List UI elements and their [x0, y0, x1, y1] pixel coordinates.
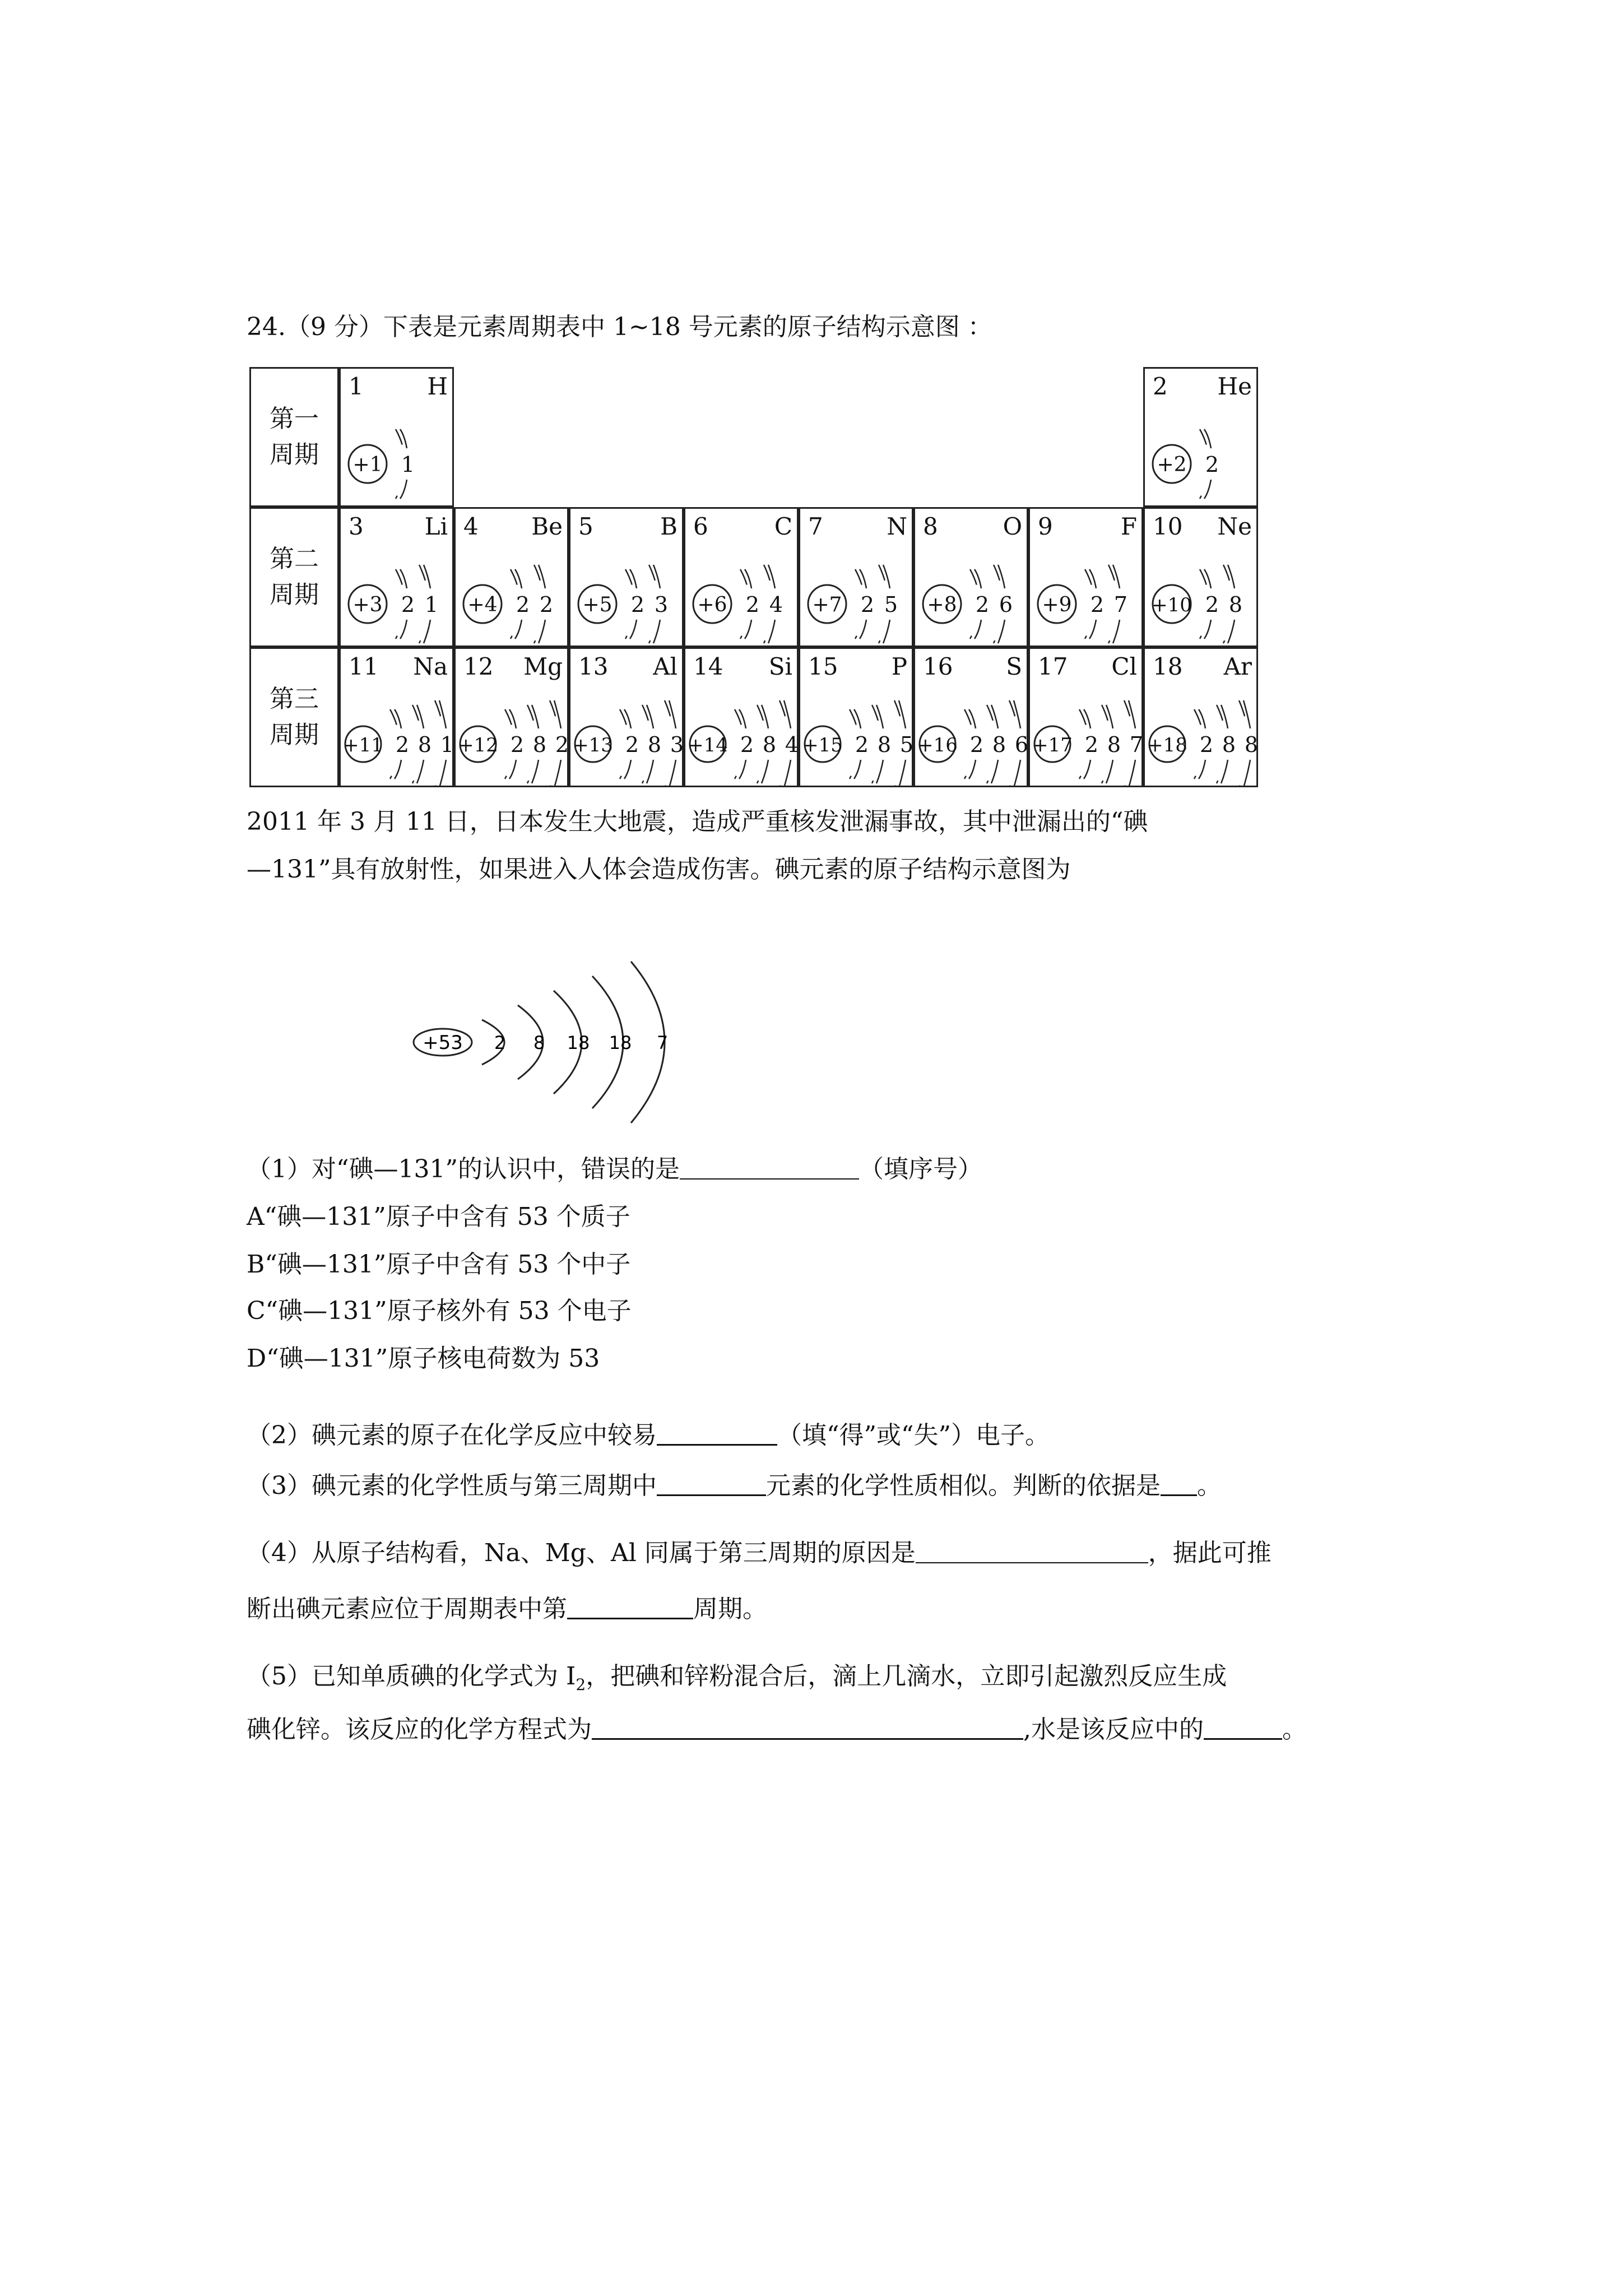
period-label-top: 第二: [270, 545, 319, 573]
nuclear-charge: +5: [582, 593, 613, 616]
q3-before: （3）碘元素的化学性质与第三周期中: [247, 1471, 657, 1500]
nuclear-charge: +4: [467, 593, 498, 616]
shell-electron-count: 4: [769, 592, 783, 617]
electron-shell-arc: [1014, 760, 1020, 787]
electron-shell-arc: [630, 620, 637, 639]
electron-shell-arc: [998, 620, 1005, 643]
electron-shell-arc: [1113, 620, 1120, 643]
q5-line2-after: 。: [1282, 1715, 1307, 1744]
electron-shell-arc: [424, 620, 430, 643]
shell-electron-count: 8: [647, 732, 662, 757]
atomic-number: 18: [1153, 653, 1183, 680]
shell-electron-count: 6: [1014, 732, 1029, 757]
electron-shell-arc: [395, 760, 401, 779]
atomic-number: 17: [1038, 653, 1068, 680]
electron-shell-arc: [1084, 760, 1091, 779]
atom-structure-diagram: [1145, 369, 1258, 507]
electron-shell-arc: [876, 760, 883, 783]
shell-electron-count: 2: [395, 732, 410, 757]
q1-stem: [247, 1151, 982, 1187]
atom-structure-diagram: [1145, 509, 1258, 647]
shell-electron-count: 7: [1113, 592, 1128, 617]
electron-shell-arc: [784, 760, 791, 787]
nuclear-charge: +18: [1147, 734, 1187, 756]
electron-shell-arc: [400, 480, 407, 499]
atomic-number: 14: [693, 653, 723, 680]
iodine-shell-electron-count: 18: [609, 1032, 632, 1053]
atom-structure-diagram: [685, 509, 799, 647]
atom-structure-diagram: [1145, 649, 1258, 787]
electron-shell-arc: [768, 620, 775, 643]
shell-electron-count: 2: [401, 592, 415, 617]
element-symbol: Na: [413, 653, 448, 680]
shell-electron-count: 1: [440, 732, 454, 757]
period-label-bottom: 周期: [270, 581, 319, 609]
electron-shell-arc: [1106, 760, 1113, 783]
period-1-label: [249, 367, 339, 507]
element-symbol: Ar: [1223, 653, 1252, 680]
element-symbol: Si: [768, 653, 792, 680]
intro-line-2: —131”具有放射性，如果进入人体会造成伤害。碘元素的原子结构示意图为: [247, 855, 1071, 884]
shell-electron-count: 8: [877, 732, 892, 757]
atom-structure-diagram: [1030, 649, 1143, 787]
element-cell: [569, 647, 684, 787]
iodine-shell-electron-count: 2: [494, 1032, 506, 1053]
electron-shell-arc: [1084, 709, 1091, 728]
q4-line2-before: 断出碘元素应位于周期表中第: [247, 1595, 567, 1623]
q1-stem-after: （填序号）: [859, 1155, 982, 1183]
shell-electron-count: 2: [975, 592, 990, 617]
shell-electron-count: 3: [654, 592, 669, 617]
atomic-number: 8: [923, 513, 938, 540]
shell-electron-count: 2: [1199, 732, 1214, 757]
q1-option-d: D“碘—131”原子核电荷数为 53: [247, 1344, 600, 1373]
atomic-number: 6: [693, 513, 708, 540]
shell-electron-count: 4: [785, 732, 799, 757]
nuclear-charge: +6: [697, 593, 727, 616]
period-label-top: 第三: [270, 685, 319, 713]
electron-shell-arc: [439, 760, 446, 787]
element-symbol: Cl: [1111, 653, 1137, 680]
q5-subscript: 2: [576, 1675, 586, 1694]
element-symbol: O: [1003, 513, 1022, 540]
shell-electron-count: 1: [424, 592, 439, 617]
atomic-number: 15: [808, 653, 838, 680]
atom-structure-diagram: [685, 649, 799, 787]
electron-shell-arc: [624, 760, 631, 779]
element-cell: [339, 367, 454, 507]
element-cell: [1143, 647, 1258, 787]
element-cell: [1143, 367, 1258, 507]
electron-shell-arc: [883, 620, 890, 643]
atomic-number: 5: [578, 513, 593, 540]
shell-electron-count: 8: [1244, 732, 1259, 757]
electron-shell-arc: [969, 760, 976, 779]
q4-line-2: [247, 1591, 767, 1627]
electron-shell-arc: [1204, 429, 1211, 448]
atomic-number: 10: [1153, 513, 1183, 540]
electron-shell-arc: [630, 569, 637, 588]
question-title: 24.（9 分）下表是元素周期表中 1~18 号元素的原子结构示意图 ：: [247, 313, 992, 341]
electron-shell-arc: [739, 760, 746, 779]
q5-line2-before: 碘化锌。该反应的化学方程式为: [247, 1715, 592, 1744]
q1-option-c: C“碘—131”原子核外有 53 个电子: [247, 1297, 632, 1325]
period-3-label: [249, 647, 339, 787]
q5-equation-blank[interactable]: [592, 1713, 1023, 1740]
period-2-label: [249, 507, 339, 647]
electron-shell-arc: [1228, 620, 1235, 643]
atomic-number: 11: [349, 653, 379, 680]
iodine-shell-electron-count: 8: [533, 1032, 545, 1053]
electron-shell-arc: [1199, 760, 1205, 779]
shell-electron-count: 8: [1222, 732, 1236, 757]
electron-shell-arc: [554, 760, 561, 787]
atom-structure-diagram: [1030, 509, 1143, 647]
iodine-atom-diagram: [403, 955, 740, 1135]
element-cell: [799, 647, 913, 787]
electron-shell-arc: [762, 760, 768, 783]
shell-electron-count: 8: [532, 732, 547, 757]
atomic-number: 9: [1038, 513, 1053, 540]
q1-answer-blank[interactable]: [680, 1154, 859, 1179]
element-cell: [339, 507, 454, 647]
iodine-shell-electron-count: 7: [656, 1032, 669, 1053]
shell-electron-count: 7: [1129, 732, 1144, 757]
period-label-bottom: 周期: [270, 721, 319, 749]
electron-shell-arc: [1089, 620, 1096, 639]
element-cell: [799, 507, 913, 647]
q3-element-blank[interactable]: [657, 1470, 766, 1496]
q2-before: （2）碘元素的原子在化学反应中较易: [247, 1421, 657, 1450]
q5-line1-after: ，把碘和锌粉混合后，滴上几滴水，立即引起激烈反应生成: [586, 1662, 1227, 1691]
atomic-number: 2: [1153, 373, 1168, 400]
electron-shell-arc: [1204, 480, 1211, 499]
atom-structure-diagram: [915, 509, 1028, 647]
nuclear-charge: +1: [352, 453, 383, 476]
q4-period-blank[interactable]: [567, 1593, 693, 1619]
nuclear-charge: +10: [1152, 594, 1192, 616]
electron-shell-arc: [1221, 760, 1228, 783]
q1-option-b: B“碘—131”原子中含有 53 个中子: [247, 1250, 631, 1279]
shell-electron-count: 8: [1228, 592, 1243, 617]
electron-shell-arc: [400, 569, 407, 588]
element-cell: [339, 647, 454, 787]
shell-electron-count: 2: [1205, 592, 1219, 617]
q3-middle: 元素的化学性质相似。判断的依据是: [766, 1471, 1161, 1500]
shell-electron-count: 2: [740, 732, 754, 757]
electron-shell-arc: [400, 620, 407, 639]
iodine-nuclear-charge: +53: [423, 1032, 463, 1054]
shell-electron-count: 2: [1090, 592, 1105, 617]
element-symbol: He: [1217, 373, 1252, 400]
element-symbol: N: [887, 513, 907, 540]
electron-shell-arc: [669, 760, 676, 787]
electron-shell-arc: [745, 569, 751, 588]
iodine-shell-electron-count: 18: [567, 1032, 590, 1053]
shell-electron-count: 2: [539, 592, 554, 617]
atom-structure-diagram: [915, 649, 1028, 787]
element-cell: [1143, 507, 1258, 647]
shell-electron-count: 2: [855, 732, 869, 757]
q3: [247, 1468, 1222, 1504]
element-symbol: S: [1006, 653, 1022, 680]
element-cell: [913, 507, 1028, 647]
electron-shell-arc: [532, 760, 539, 783]
element-symbol: B: [660, 513, 678, 540]
shell-electron-count: 2: [860, 592, 875, 617]
nuclear-charge: +9: [1042, 593, 1072, 616]
shell-electron-count: 5: [899, 732, 914, 757]
electron-shell-arc: [745, 620, 751, 639]
element-symbol: Mg: [523, 653, 563, 680]
q4-line-1: [247, 1535, 1272, 1571]
electron-shell-arc: [1243, 760, 1250, 787]
element-cell: [1028, 507, 1143, 647]
q5-line-1: [247, 1659, 1227, 1703]
element-symbol: Ne: [1217, 513, 1252, 540]
nuclear-charge: +7: [812, 593, 842, 616]
element-cell: [684, 647, 799, 787]
shell-electron-count: 2: [1205, 452, 1219, 477]
q3-reason-blank[interactable]: [1161, 1470, 1197, 1496]
electron-shell-arc: [647, 760, 653, 783]
q4-reason-blank[interactable]: [916, 1538, 1148, 1563]
electron-shell-arc: [539, 620, 545, 643]
electron-shell-arc: [515, 569, 522, 588]
q2-after: （填“得”或“失”）电子。: [777, 1421, 1050, 1450]
q5-line2-middle: ,水是该反应中的: [1023, 1715, 1204, 1744]
electron-shell-arc: [1199, 709, 1205, 728]
q2-answer-blank[interactable]: [657, 1419, 777, 1446]
element-cell: [913, 647, 1028, 787]
shell-electron-count: 8: [417, 732, 432, 757]
period-label-bottom: 周期: [270, 440, 319, 469]
electron-shell-arc: [975, 620, 981, 639]
nuclear-charge: +16: [917, 734, 958, 756]
intro-line-1: 2011 年 3 月 11 日，日本发生大地震，造成严重核发泄漏事故，其中泄漏出的“碘: [247, 807, 1148, 836]
atom-structure-diagram: [456, 649, 569, 787]
q1-stem-before: （1）对“碘—131”的认识中，错误的是: [247, 1155, 680, 1183]
shell-electron-count: 8: [992, 732, 1006, 757]
nuclear-charge: +3: [352, 593, 383, 616]
atomic-number: 4: [463, 513, 479, 540]
element-symbol: F: [1120, 513, 1137, 540]
nuclear-charge: +13: [573, 734, 613, 756]
atom-structure-diagram: [456, 509, 569, 647]
atom-structure-diagram: [570, 649, 684, 787]
nuclear-charge: +8: [927, 593, 957, 616]
atomic-number: 16: [923, 653, 953, 680]
shell-electron-count: 2: [630, 592, 645, 617]
atom-structure-diagram: [341, 509, 454, 647]
periodic-table: [249, 367, 1259, 798]
element-cell: [684, 507, 799, 647]
shell-electron-count: 2: [745, 592, 760, 617]
nuclear-charge: +17: [1032, 734, 1073, 756]
shell-electron-count: 2: [1084, 732, 1099, 757]
atom-structure-diagram: [341, 649, 454, 787]
atom-structure-diagram: [800, 509, 913, 647]
electron-shell-arc: [1204, 569, 1211, 588]
nuclear-charge: +11: [343, 734, 383, 756]
electron-shell-arc: [739, 709, 746, 728]
atomic-number: 13: [578, 653, 609, 680]
electron-shell-arc: [417, 760, 424, 783]
q4-after: ，据此可推: [1148, 1539, 1272, 1567]
q3-after: 。: [1197, 1471, 1222, 1500]
electron-shell-arc: [1129, 760, 1135, 787]
shell-electron-count: 5: [884, 592, 898, 617]
electron-shell-arc: [509, 709, 516, 728]
period-label-top: 第一: [270, 405, 319, 433]
shell-electron-count: 2: [510, 732, 525, 757]
element-symbol: H: [427, 373, 448, 400]
electron-shell-arc: [400, 429, 407, 448]
shell-electron-count: 8: [762, 732, 777, 757]
q2: [247, 1418, 1050, 1454]
nuclear-charge: +2: [1157, 453, 1187, 476]
atom-structure-diagram: [570, 509, 684, 647]
nuclear-charge: +15: [802, 734, 843, 756]
electron-shell-arc: [969, 709, 976, 728]
atom-structure-diagram: [800, 649, 913, 787]
shell-electron-count: 1: [401, 452, 415, 477]
electron-shell-arc: [395, 709, 401, 728]
q5-line-2: [247, 1712, 1307, 1748]
element-cell: [454, 507, 569, 647]
electron-shell-arc: [624, 709, 631, 728]
electron-shell-arc: [991, 760, 998, 783]
element-cell: [569, 507, 684, 647]
shell-electron-count: 8: [1107, 732, 1121, 757]
electron-shell-arc: [854, 760, 861, 779]
nuclear-charge: +14: [688, 734, 728, 756]
atomic-number: 1: [349, 373, 364, 400]
shell-electron-count: 3: [670, 732, 684, 757]
electron-shell-arc: [515, 620, 522, 639]
electron-shell-arc: [975, 569, 981, 588]
electron-shell-arc: [860, 620, 866, 639]
q5-line1-before: （5）已知单质碘的化学式为 I: [247, 1662, 576, 1691]
q1-option-a: A“碘—131”原子中含有 53 个质子: [247, 1202, 630, 1231]
nuclear-charge: +12: [458, 734, 498, 756]
q5-role-blank[interactable]: [1204, 1713, 1282, 1740]
atomic-number: 7: [808, 513, 823, 540]
electron-shell-arc: [1089, 569, 1096, 588]
shell-electron-count: 2: [555, 732, 569, 757]
shell-electron-count: 2: [516, 592, 530, 617]
electron-shell-arc: [899, 760, 906, 787]
element-symbol: C: [774, 513, 792, 540]
electron-shell-arc: [653, 620, 660, 643]
atomic-number: 3: [349, 513, 364, 540]
element-cell: [1028, 647, 1143, 787]
shell-electron-count: 6: [999, 592, 1013, 617]
element-cell: [454, 647, 569, 787]
q4-line2-after: 周期。: [693, 1595, 767, 1623]
element-symbol: Be: [531, 513, 563, 540]
electron-shell-arc: [860, 569, 866, 588]
element-symbol: Al: [653, 653, 678, 680]
electron-shell-arc: [509, 760, 516, 779]
electron-shell-arc: [1204, 620, 1211, 639]
element-symbol: P: [891, 653, 907, 680]
atomic-number: 12: [463, 653, 494, 680]
element-symbol: Li: [424, 513, 448, 540]
shell-electron-count: 2: [969, 732, 984, 757]
q4-before: （4）从原子结构看，Na、Mg、Al 同属于第三周期的原因是: [247, 1539, 916, 1567]
atom-structure-diagram: [341, 369, 454, 507]
electron-shell-arc: [854, 709, 861, 728]
shell-electron-count: 2: [625, 732, 639, 757]
